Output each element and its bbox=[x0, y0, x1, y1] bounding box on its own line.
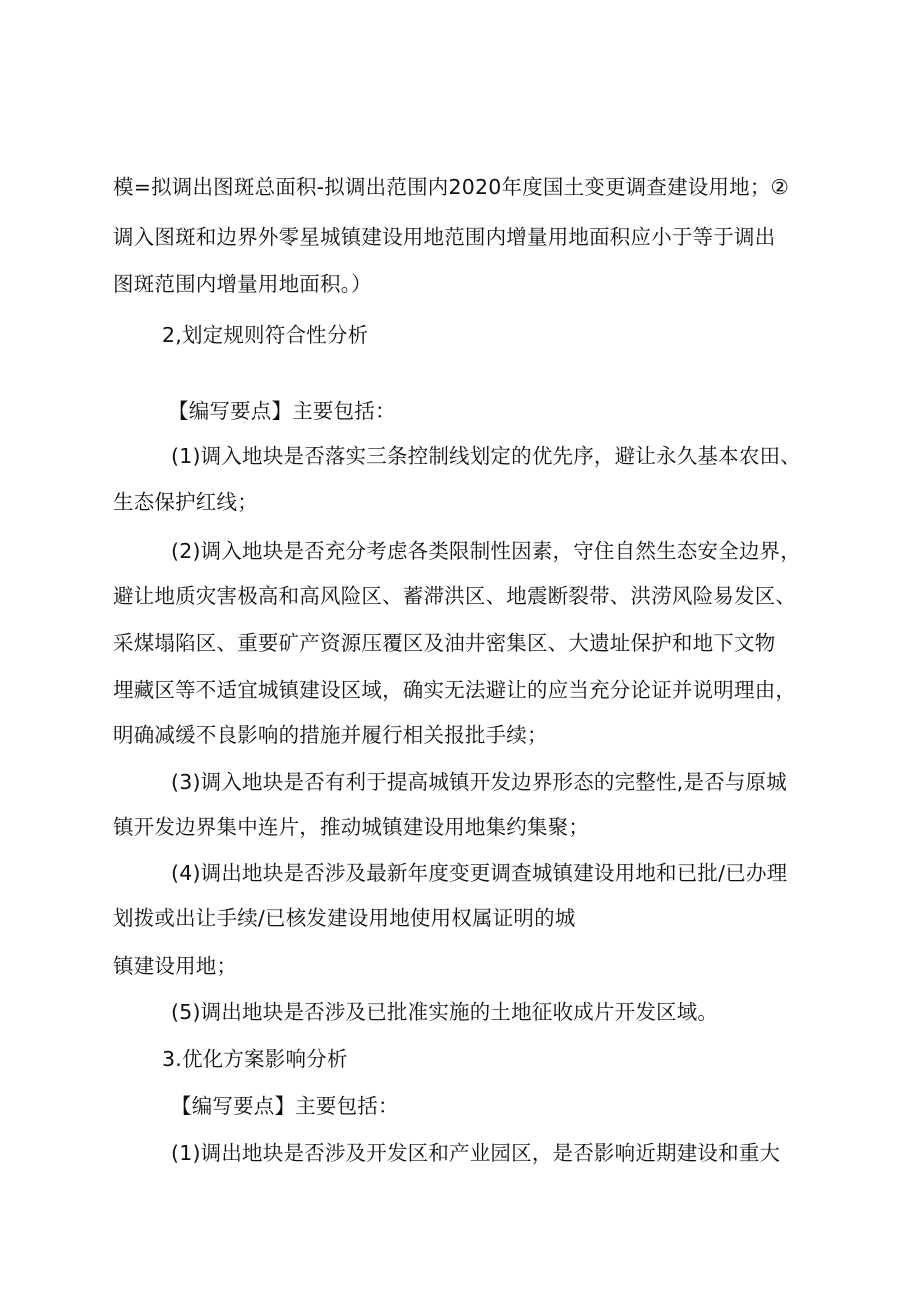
key-points-label: 【编写要点】主要包括： bbox=[168, 399, 396, 423]
paragraph-line: 划拨或出让手续/已核发建设用地使用权属证明的城 bbox=[113, 906, 576, 930]
section-heading: 3.优化方案影响分析 bbox=[162, 1047, 348, 1071]
paragraph-line: 镇开发边界集中连片，推动城镇建设用地集约集聚； bbox=[113, 815, 590, 839]
paragraph-line: 避让地质灾害极高和高风险区、蓄滞洪区、地震断裂带、洪涝风险易发区、 bbox=[113, 584, 797, 608]
paragraph-line: 镇建设用地； bbox=[113, 954, 238, 978]
section-heading: 2,划定规则符合性分析 bbox=[162, 323, 369, 347]
paragraph-line: 明确减缓不良影响的措施并履行相关报批手续； bbox=[113, 723, 548, 747]
list-item: (4)调出地块是否涉及最新年度变更调查城镇建设用地和已批/已办理 bbox=[171, 861, 788, 885]
paragraph-line: 图斑范围内增量用地面积。） bbox=[113, 272, 372, 296]
list-item: (3)调入地块是否有利于提高城镇开发边界形态的完整性,是否与原城 bbox=[171, 770, 787, 794]
paragraph-line: 调入图斑和边界外零星城镇建设用地范围内增量用地面积应小于等于调出 bbox=[113, 225, 776, 249]
paragraph-line: 采煤塌陷区、重要矿产资源压覆区及油井密集区、大遗址保护和地下文物 bbox=[113, 631, 776, 655]
list-item: (1)调入地块是否落实三条控制线划定的优先序，避让永久基本农田、 bbox=[171, 444, 801, 468]
paragraph-line: 模=拟调出图斑总面积-拟调出范围内2020年度国土变更调查建设用地；② bbox=[113, 175, 790, 199]
paragraph-line: 生态保护红线； bbox=[113, 490, 258, 514]
list-item: (2)调入地块是否充分考虑各类限制性因素，守住自然生态安全边界， bbox=[171, 539, 801, 563]
list-item: (5)调出地块是否涉及已批准实施的土地征收成片开发区域。 bbox=[171, 1000, 719, 1024]
paragraph-line: 埋藏区等不适宜城镇建设区域，确实无法避让的应当充分论证并说明理由， bbox=[113, 678, 797, 702]
key-points-label: 【编写要点】主要包括： bbox=[171, 1094, 399, 1118]
list-item: (1)调出地块是否涉及开发区和产业园区，是否影响近期建设和重大 bbox=[171, 1141, 781, 1165]
